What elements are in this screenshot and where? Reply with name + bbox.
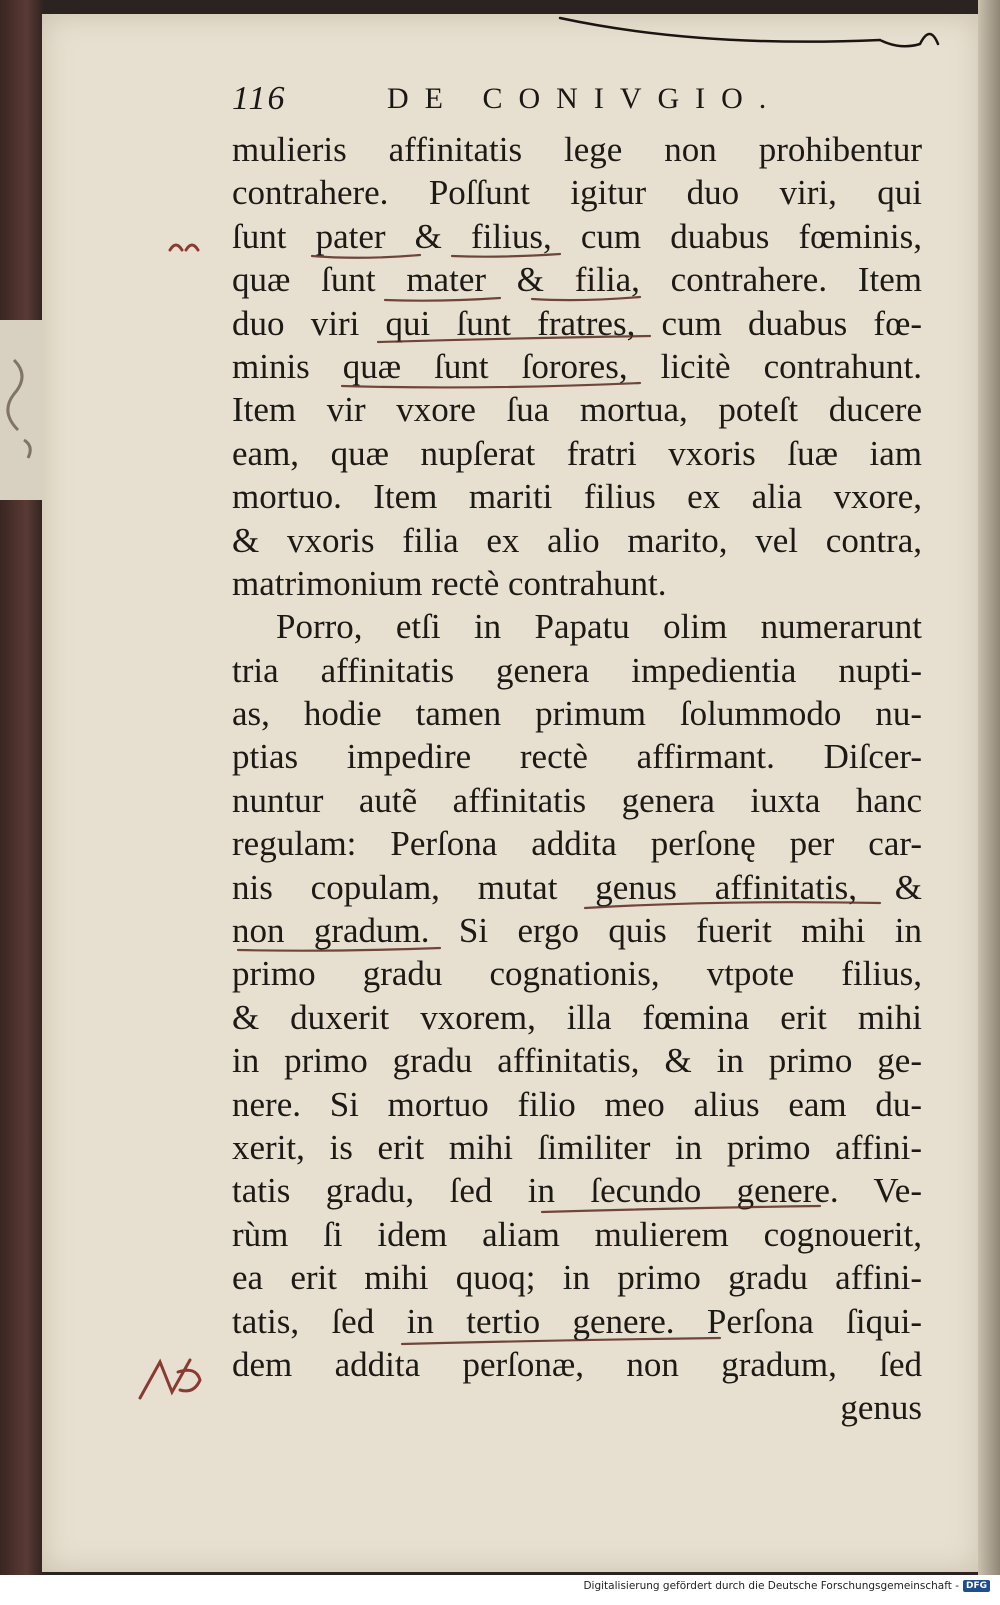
text-line: minis quæ ſunt ſorores, licitè contrahunt. <box>232 346 922 386</box>
text-line: & vxoris filia ex alio marito, vel contra, <box>232 520 922 560</box>
text-line: nere. Si mortuo filio meo alius eam du- <box>232 1084 922 1124</box>
underline-filia <box>532 297 640 300</box>
text-line: eam, quæ nupſerat fratri vxoris ſuæ iam <box>232 433 922 473</box>
text-line: mortuo. Item mariti filius ex alia vxore, <box>232 477 922 517</box>
underline-mater <box>385 298 500 301</box>
underline-fratres <box>378 336 650 342</box>
text-line: non gradum. Si ergo quis fuerit mihi in <box>232 911 922 951</box>
text-line: tatis, ſed in tertio genere. Perſona ſiqui- <box>232 1301 922 1341</box>
underline-tertio-genere <box>402 1338 720 1344</box>
text-line: rùm ſi idem aliam mulierem cognouerit, <box>232 1214 922 1254</box>
dfg-logo: DFG <box>963 1580 990 1592</box>
text-line: tria affinitatis genera impedientia nupti- <box>232 650 922 690</box>
margin-nota-mark <box>140 1360 200 1398</box>
margin-quote-mark <box>170 245 198 250</box>
text-line: ptias impedire rectè affirmant. Diſcer- <box>232 737 922 777</box>
underline-sorores <box>342 383 640 387</box>
text-line: regulam: Perſona addita perſonę per car- <box>232 824 922 864</box>
left-margin-fragment <box>24 440 30 458</box>
text-line: tatis gradu, ſed in ſecundo genere. Ve- <box>232 1171 922 1211</box>
text-line: mulieris affinitatis lege non prohibentur <box>232 130 922 169</box>
text-line: & duxerit vxorem, illa fœmina erit mihi <box>232 997 922 1037</box>
page-number: 116 <box>232 80 287 117</box>
text-line: xerit, is erit mihi ſimiliter in primo affini- <box>232 1127 922 1167</box>
digitization-footer <box>583 1580 990 1592</box>
underline-secundo-genere <box>542 1206 820 1212</box>
text-line: Item vir vxore ſua mortua, poteſt ducere <box>232 390 922 430</box>
paragraph-start-line: Porro, etſi in Papatu olim numerarunt <box>276 607 922 647</box>
text-line: as, hodie tamen primum ſolummodo nu- <box>232 694 922 734</box>
catchword: genus <box>840 1388 922 1428</box>
text-line: nuntur autẽ affinitatis genera iuxta hanc <box>232 780 922 820</box>
text-line: ſunt pater & filius, cum duabus fœminis, <box>232 216 922 256</box>
running-head-title: DE CONIVGIO. <box>387 82 783 115</box>
text-line: quæ ſunt mater & filia, contrahere. Item <box>232 260 922 300</box>
underline-non-gradum <box>238 948 440 951</box>
left-margin-fragment <box>8 360 22 430</box>
text-line: primo gradu cognationis, vtpote filius, <box>232 954 922 994</box>
text-line: contrahere. Poſſunt igitur duo viri, qui <box>232 173 922 213</box>
text-line: matrimonium rectè contrahunt. <box>232 563 667 603</box>
underline-genus-affinitatis <box>585 902 880 908</box>
text-line: dem addita perſonæ, non gradum, ſed <box>232 1344 922 1384</box>
text-line: duo viri qui ſunt fratres, cum duabus fœ- <box>232 303 922 343</box>
underline-pater <box>312 255 420 258</box>
footer-credit: Digitalisierung gefördert durch die Deutsche Forschungsgemeinschaft - <box>583 1580 959 1592</box>
text-line: ea erit mihi quoq; in primo gradu affini- <box>232 1258 922 1298</box>
underline-filius <box>452 254 560 257</box>
text-line: in primo gradu affinitatis, & in primo ge- <box>232 1041 922 1081</box>
text-line: nis copulam, mutat genus affinitatis, & <box>232 867 922 907</box>
top-ink-flourish <box>560 18 938 46</box>
